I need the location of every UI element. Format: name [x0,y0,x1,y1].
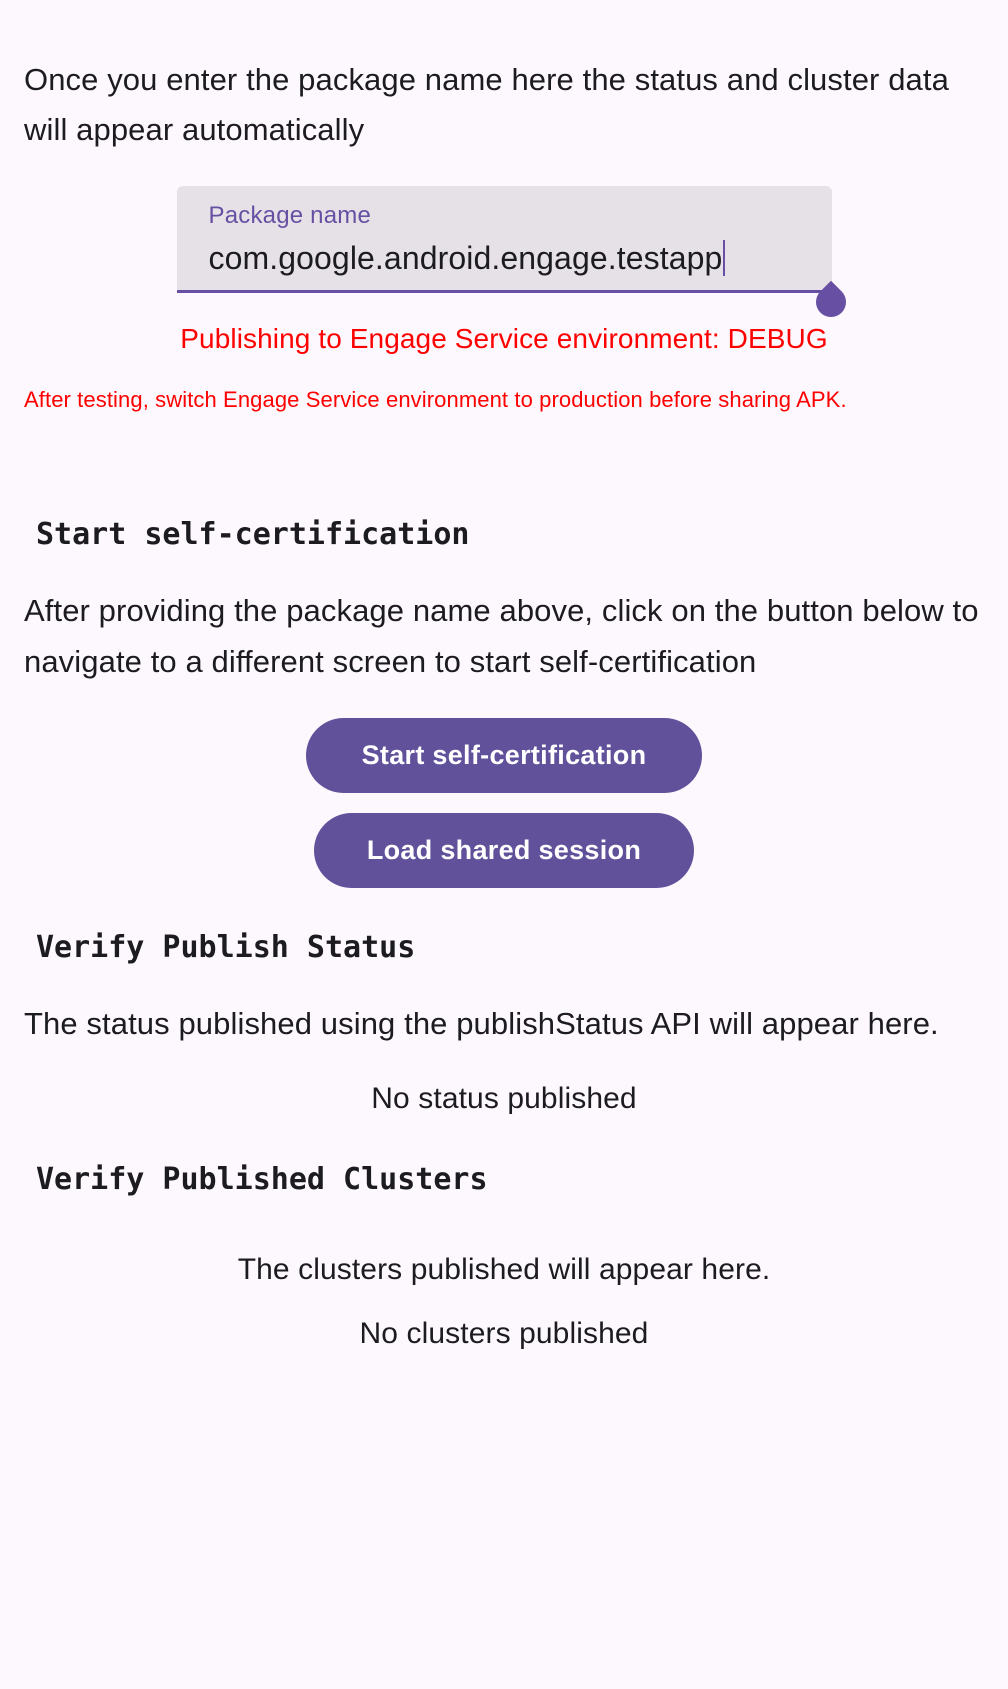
section-title-publish-status: Verify Publish Status [36,930,416,966]
package-name-input[interactable] [177,186,832,292]
package-name-label: Package name [208,202,372,230]
self-certification-description: After providing the package name above, click on the button below to navigate to a different screen to start self-certification [24,593,979,679]
self-certification-buttons [24,718,984,888]
text-caret [723,240,725,276]
load-shared-session-button[interactable]: Load shared session [314,813,694,888]
package-name-field-wrapper [24,186,984,292]
publish-status-description: The status published using the publishStatus API will appear here. [24,1006,939,1042]
publish-status-empty: No status published [371,1081,637,1115]
section-title-published-clusters: Verify Published Clusters [36,1161,488,1197]
intro-text: Once you enter the package name here the status and cluster data will appear automatically [24,62,949,148]
published-clusters-description: The clusters published will appear here. [237,1252,771,1286]
package-name-value: com.google.android.engage.testapp [208,239,723,276]
published-clusters-empty: No clusters published [359,1316,649,1350]
environment-warning-detail: After testing, switch Engage Service environment to production before sharing APK. [24,386,847,412]
section-title-self-certification: Start self-certification [36,517,470,553]
package-name-value-row [209,238,802,278]
text-selection-handle-icon[interactable] [809,280,851,322]
app-screen [0,31,1008,1689]
environment-warning: Publishing to Engage Service environment: DEBUG [180,322,828,354]
start-self-certification-button[interactable]: Start self-certification [306,718,702,793]
